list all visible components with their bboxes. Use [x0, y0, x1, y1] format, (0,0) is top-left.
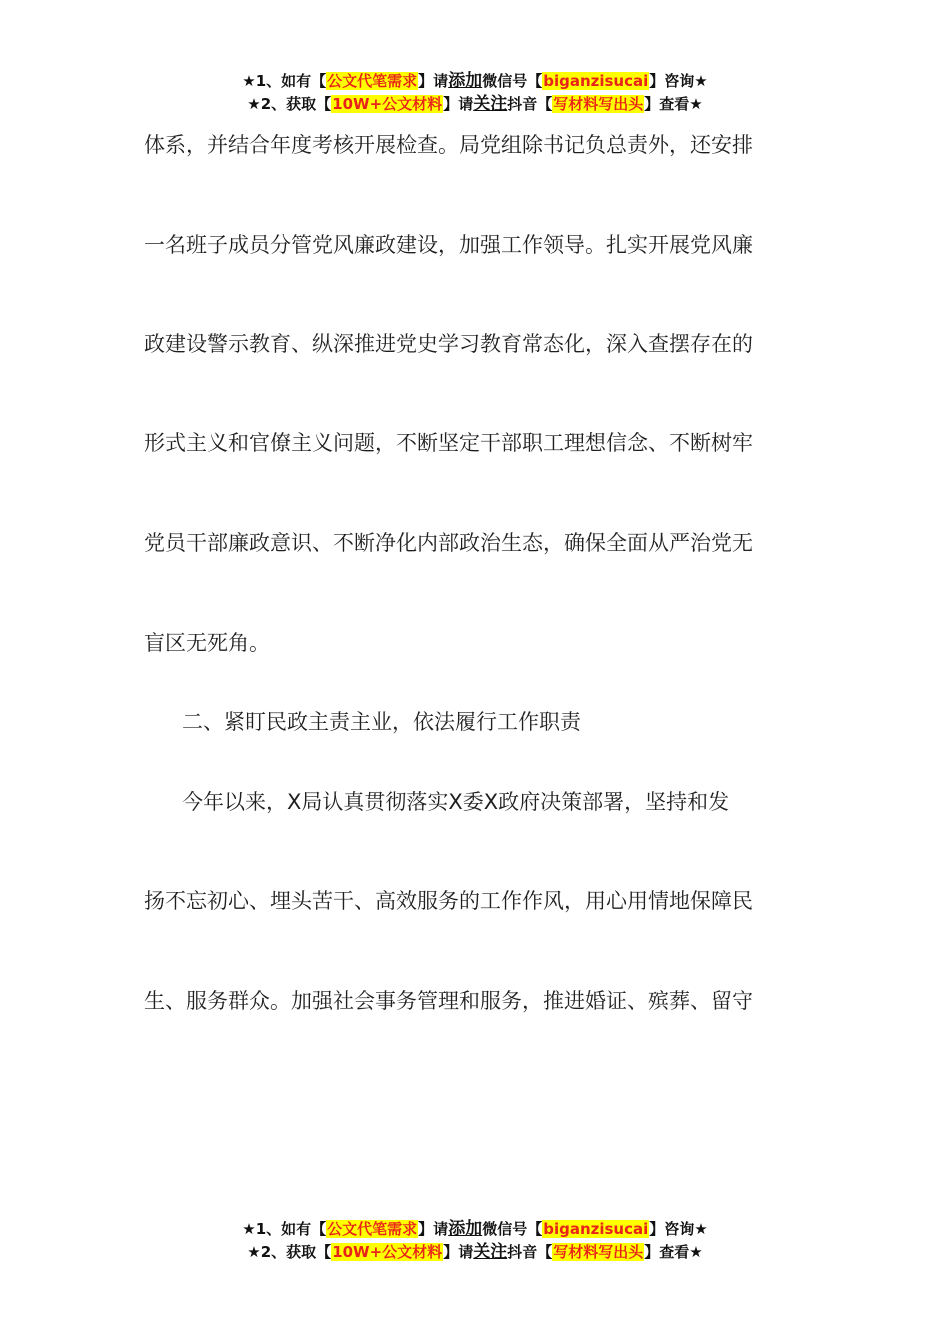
banner-highlight: biganzisucai	[543, 72, 649, 90]
banner-highlight: 10W+公文材料	[332, 95, 443, 113]
paragraph-line: 盲区无死角。	[144, 631, 270, 655]
banner-text: 抖音【	[507, 95, 553, 113]
banner-text: 】查看★	[644, 95, 703, 113]
banner-emphasis: 添加	[448, 1219, 483, 1239]
banner-emphasis: 关注	[473, 94, 508, 114]
banner-text: 】请	[443, 95, 474, 113]
banner-text: 】请	[418, 72, 449, 90]
banner-highlight: 公文代笔需求	[327, 72, 418, 90]
banner-text: 抖音【	[507, 1243, 553, 1261]
banner-highlight: 写材料写出头	[553, 95, 644, 113]
banner-line-2	[0, 1241, 950, 1264]
banner-text: 】查看★	[644, 1243, 703, 1261]
paragraph-line: 今年以来，X局认真贯彻落实X委X政府决策部署，坚持和发	[182, 790, 730, 814]
banner-highlight: biganzisucai	[543, 1220, 649, 1238]
banner-text: 】请	[443, 1243, 474, 1261]
banner-text: 微信号【	[482, 1220, 543, 1238]
top-banner	[0, 70, 950, 116]
bottom-banner	[0, 1218, 950, 1264]
banner-highlight: 10W+公文材料	[332, 1243, 443, 1261]
paragraph-line: 一名班子成员分管党风廉政建设，加强工作领导。扎实开展党风廉	[144, 233, 753, 257]
banner-text: ★2、获取【	[247, 1243, 332, 1261]
banner-text: 微信号【	[482, 72, 543, 90]
banner-highlight: 公文代笔需求	[327, 1220, 418, 1238]
paragraph-line: 政建设警示教育、纵深推进党史学习教育常态化，深入查摆存在的	[144, 332, 753, 356]
banner-line-2	[0, 93, 950, 116]
banner-text: 】咨询★	[649, 72, 708, 90]
paragraph-line: 党员干部廉政意识、不断净化内部政治生态，确保全面从严治党无	[144, 531, 753, 555]
banner-line-1	[0, 1218, 950, 1241]
banner-emphasis: 关注	[473, 1242, 508, 1262]
paragraph-line: 生、服务群众。加强社会事务管理和服务，推进婚证、殡葬、留守	[144, 989, 753, 1013]
banner-line-1	[0, 70, 950, 93]
banner-text: ★2、获取【	[247, 95, 332, 113]
banner-emphasis: 添加	[448, 71, 483, 91]
paragraph-line: 扬不忘初心、埋头苦干、高效服务的工作作风，用心用情地保障民	[144, 889, 753, 913]
section-heading: 二、紧盯民政主责主业，依法履行工作职责	[182, 710, 581, 734]
banner-text: ★1、如有【	[242, 72, 327, 90]
banner-highlight: 写材料写出头	[553, 1243, 644, 1261]
paragraph-line: 形式主义和官僚主义问题，不断坚定干部职工理想信念、不断树牢	[144, 431, 753, 455]
banner-text: ★1、如有【	[242, 1220, 327, 1238]
paragraph-line: 体系，并结合年度考核开展检查。局党组除书记负总责外，还安排	[144, 133, 753, 157]
banner-text: 】请	[418, 1220, 449, 1238]
banner-text: 】咨询★	[649, 1220, 708, 1238]
